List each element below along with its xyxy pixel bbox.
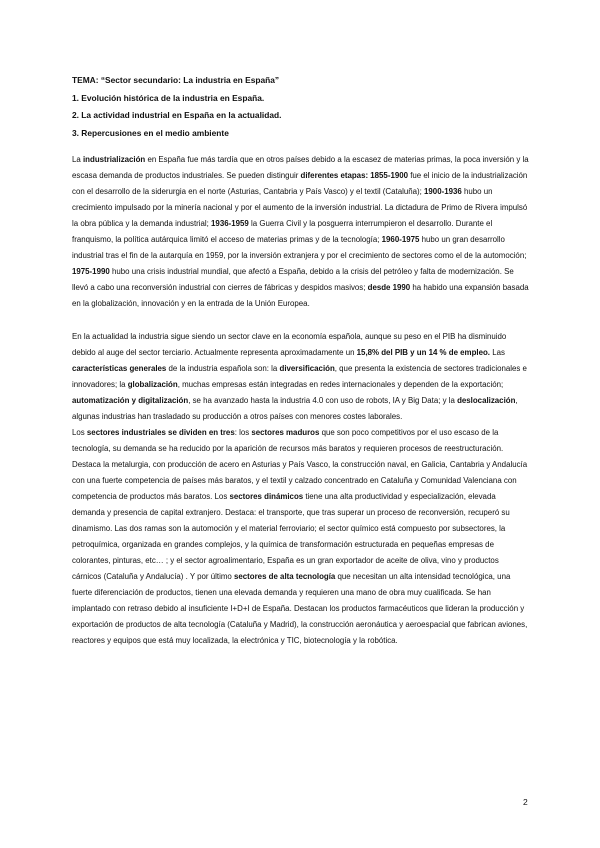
text-run: en España fue más tardía que en otros países debido a la escasez de materias primas, la poca inversión y la escasa demanda de productos industriales. Se pueden distinguir — [72, 155, 529, 180]
bold-text-run: deslocalización — [457, 396, 516, 405]
text-run: , que presenta la existencia de sectores tradicionales e innovadores; la — [72, 364, 527, 389]
text-run: La — [72, 155, 83, 164]
text-run: tiene una alta productividad y especialización, elevada demanda y presencia de capital extranjero. Destaca: el transporte, que tras superar un proceso de reconversión, recuperó su dinamismo. Las dos ramas son la automoción y el material ferroviario; el sector químico está compuesto por subsectores, la petroquímica, organizada en grandes complejos, y la química de transformación estructurada en pequeñas empresas de colorantes, pinturas, etc… ; y el sector agroalimentario, España es un gran exportador de aceite de oliva, vino y productos cárnicos (Cataluña y Andalucía) . Y por último — [72, 492, 510, 581]
page-number: 2 — [523, 797, 528, 807]
bold-text-run: sectores dinámicos — [229, 492, 304, 501]
text-run: , muchas empresas están integradas en redes internacionales y dependen de la exportación; — [177, 380, 504, 389]
text-run: En la actualidad la industria sigue siendo un sector clave en la economía española, aunque su peso en el PIB ha disminuido debido al auge del sector terciario. Actualmente representa aproximadamente un — [72, 332, 507, 357]
bold-text-run: globalización — [127, 380, 178, 389]
topic-point-2: 2. La actividad industrial en España en la actualidad. — [72, 110, 282, 120]
bold-text-run: 1900-1936 — [424, 187, 462, 196]
bold-text-run: 1936-1959 — [211, 219, 249, 228]
text-run: hubo una crisis industrial mundial, que afectó a España, debido a la crisis del petróleo y falta de modernización. Se llevó a cabo una reconversión industrial con cierres de fábricas y despidos masivos; — [72, 267, 514, 292]
bold-text-run: 1960-1975 — [381, 235, 420, 244]
topic-title: TEMA: “Sector secundario: La industria en España” — [72, 75, 280, 85]
text-run: la Guerra Civil y la posguerra interrumpieron el desarrollo. Durante el franquismo, la política autárquica limitó el acceso de materias primas y de la tecnología; — [72, 219, 493, 244]
document-body — [72, 152, 530, 649]
text-run: hubo un crecimiento impulsado por la minería nacional y por el aumento de la inversión industrial. La dictadura de Primo de Rivera impulsó la obra pública y la demanda industrial; — [72, 187, 528, 228]
bold-text-run: 15,8% del PIB y un 14 % de empleo. — [356, 348, 490, 357]
bold-text-run: 1975-1990 — [72, 267, 110, 276]
text-run: Los — [72, 428, 87, 437]
bold-text-run: sectores de alta tecnología — [234, 572, 336, 581]
bold-text-run: industrialización — [82, 155, 146, 164]
bold-text-run: diferentes etapas: 1855-1900 — [300, 171, 409, 180]
paragraph-sectors — [72, 425, 530, 649]
text-run: , se ha avanzado hasta la industria 4.0 con uso de robots, IA y Big Data; y la — [188, 396, 458, 405]
paragraph-evolution — [72, 152, 530, 312]
text-run: ha habido una expansión basada en la globalización, innovación y en la entrada de la Unión Europea. — [72, 283, 529, 308]
text-run: hubo un gran desarrollo industrial tras el fin de la autarquía en 1959, por la inversión extranjera y por el crecimiento de sectores como el de la automoción; — [72, 235, 527, 260]
text-run: : los — [234, 428, 252, 437]
topic-point-3: 3. Repercusiones en el medio ambiente — [72, 127, 229, 138]
bold-text-run: características generales — [72, 364, 167, 373]
bold-text-run: automatización y digitalización — [72, 396, 189, 405]
topic-header — [72, 73, 532, 143]
text-run: que necesitan un alta intensidad tecnológica, una fuerte diferenciación de productos, tienen una elevada demanda y requieren una mano de obra muy cualificada. Se han implantado con retraso debido al insuficiente I+D+I de España. Destacan los productos farmacéuticos que lideran la producción y exportación de productos de alta tecnología (Cataluña y Madrid), la construcción aeronáutica y aeroespacial que fabrican aviones, reactores y equipos que está muy localizada, la electrónica y TIC, biotecnología y la robótica. — [72, 572, 528, 645]
text-run: Las — [490, 348, 505, 357]
bold-text-run: sectores maduros — [251, 428, 320, 437]
text-run: fue el inicio de la industrialización con el desarrollo de la siderurgia en el norte (Asturias, Cantabria y País Vasco) y el textil (Cataluña); — [72, 171, 528, 196]
topic-point-1: 1. Evolución histórica de la industria en España. — [72, 92, 265, 103]
bold-text-run: diversificación — [279, 364, 335, 373]
text-run: que son poco competitivos por el uso escaso de la tecnología, su demanda se ha reducido por la aparición de recursos más baratos y requieren procesos de reestructuración. Destaca la metalurgia, con producción de acero en Asturias y País Vasco, la construcción naval, en Galicia, Cantabria y Andalucía con una fuerte competencia de países más baratos, y el textil y calzado concentrado en Cataluña y Comunidad Valenciana con competencia de productos más baratos. Los — [72, 428, 528, 501]
text-run: de la industria española son: la — [166, 364, 280, 373]
paragraph-current-activity — [72, 329, 530, 425]
text-run: , algunas industrias han trasladado su producción a otros países con menores costes laborales. — [72, 396, 518, 421]
bold-text-run: desde 1990 — [367, 283, 411, 292]
bold-text-run: sectores industriales se dividen en tres — [86, 428, 235, 437]
